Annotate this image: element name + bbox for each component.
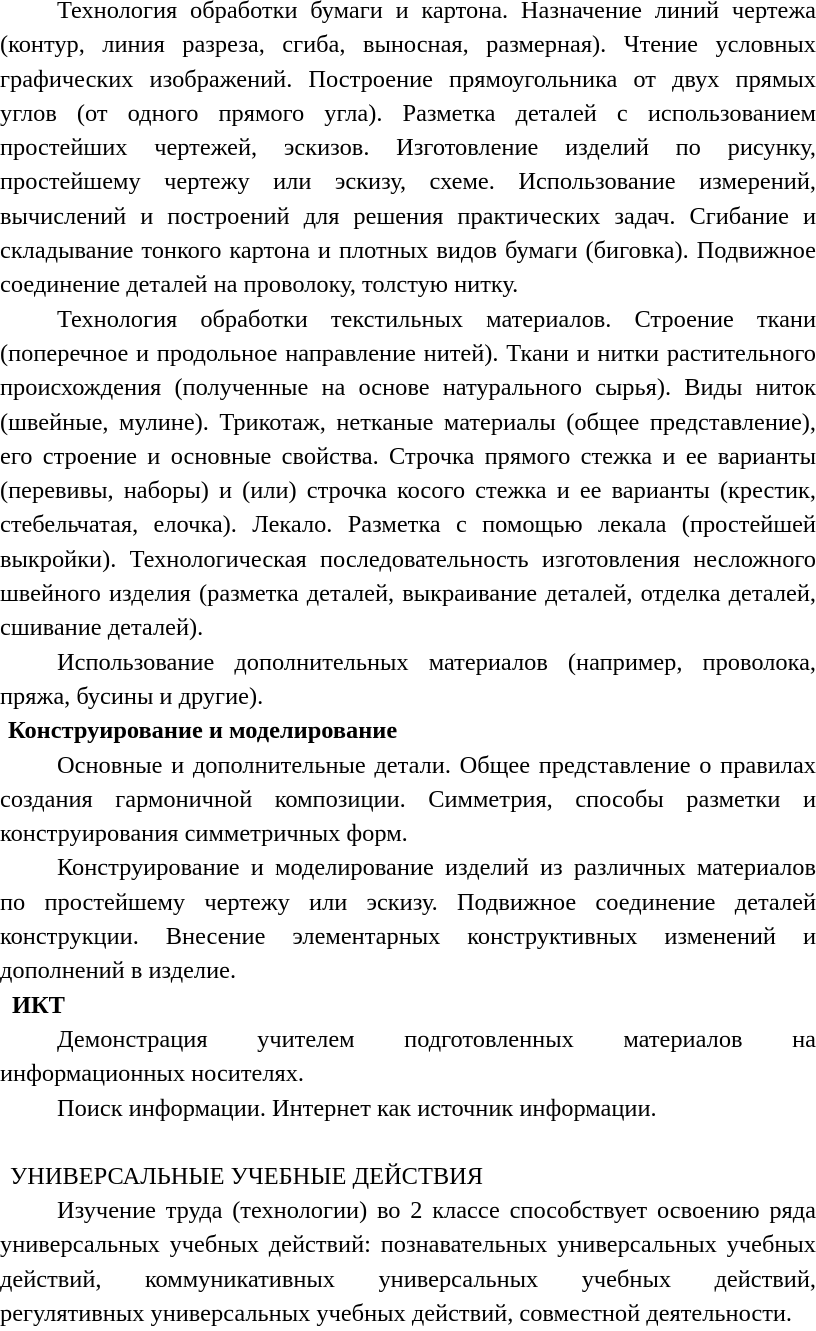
paragraph-construction-modeling: Конструирование и моделирование изделий из различных материалов по простейшему чертежу или эскизу. Подвижное соединение деталей конструкции. Внесение элементарных конструктивных изменений и дополнений в изделие. xyxy=(0,854,816,985)
heading-universal-actions: УНИВЕРСАЛЬНЫЕ УЧЕБНЫЕ ДЕЙСТВИЯ xyxy=(10,1162,483,1190)
paragraph-paper-technology: Технология обработки бумаги и картона. Назначение линий чертежа (контур, линия разреза, сгиба, выносная, размерная). Чтение условных графических изображений. Построение прямоугольника от двух прямых углов (от одного прямого угла). Разметка деталей с использованием простейших чертежей, эскизов. Изготовление изделий по рисунку, простейшему чертежу или эскизу, схеме. Использование измерений, вычислений и построений для решения практических задач. Сгибание и складывание тонкого картона и плотных видов бумаги (биговка). Подвижное соединение деталей на проволоку, толстую нитку. xyxy=(0,0,816,299)
paragraph-universal-actions: Изучение труда (технологии) во 2 классе способствует освоению ряда универсальных учебных действий: познавательных универсальных учебных действий, коммуникативных универсальных учебных действий, регулятивных универсальных учебных действий, совместной деятельности. xyxy=(0,1197,816,1327)
paragraph-additional-materials: Использование дополнительных материалов (например, проволока, пряжа, бусины и другие). xyxy=(0,648,816,710)
paragraph-demonstration: Демонстрация учителем подготовленных материалов на информационных носителях. xyxy=(0,1025,816,1088)
heading-ikt: ИКТ xyxy=(12,991,65,1019)
paragraph-details-composition: Основные и дополнительные детали. Общее представление о правилах создания гармоничной композиции. Симметрия, способы разметки и конструирования симметричных форм. xyxy=(0,751,816,848)
paragraph-textile-technology: Технология обработки текстильных материалов. Строение ткани (поперечное и продольное направление нитей). Ткани и нитки растительного происхождения (полученные на основе натурального сырья). Виды ниток (швейные, мулине). Трикотаж, нетканые материалы (общее представление), его строение и основные свойства. Строчка прямого стежка и ее варианты (перевивы, наборы) и (или) строчка косого стежка и ее варианты (крестик, стебельчатая, елочка). Лекало. Разметка с помощью лекала (простейшей выкройки). Технологическая последовательность изготовления несложного швейного изделия (разметка деталей, выкраивание деталей, отделка деталей, сшивание деталей). xyxy=(0,305,816,642)
heading-construction: Конструирование и моделирование xyxy=(8,717,398,745)
paragraph-info-search: Поиск информации. Интернет как источник информации. xyxy=(57,1094,657,1122)
